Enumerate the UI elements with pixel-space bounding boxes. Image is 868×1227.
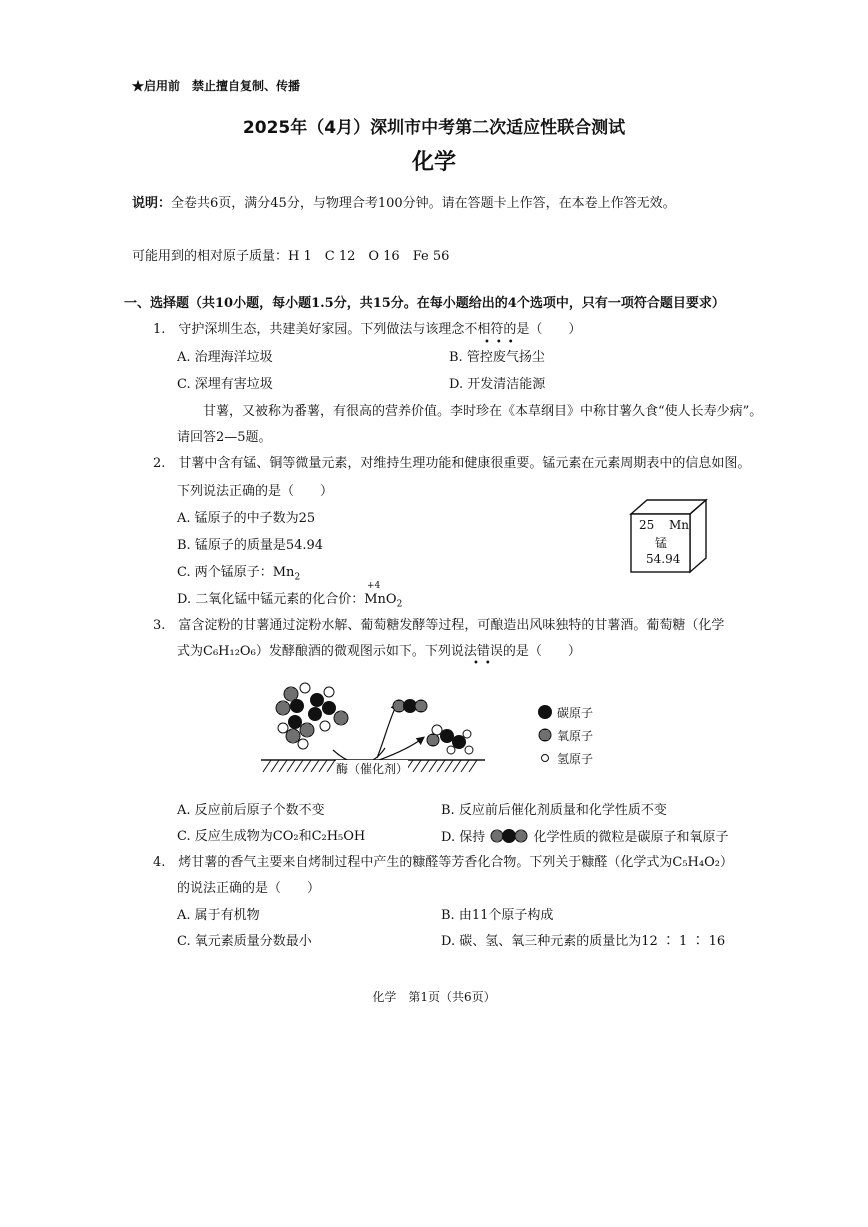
q2-option-d-formula: MnO — [364, 592, 397, 607]
co-molecule-icon — [489, 829, 529, 843]
catalyst-label: 酶（催化剂） — [336, 762, 409, 776]
valence-mark: +4 — [367, 581, 381, 591]
oxygen-atom-icon — [539, 729, 551, 741]
q2-option-a: A. 锰原子的中子数为25 — [177, 511, 316, 526]
q2-option-c — [177, 565, 300, 586]
legend-oxygen: 氧原子 — [557, 729, 594, 743]
atom-legend-icons — [536, 703, 556, 769]
q3-option-d-pre: D. 保持 — [441, 830, 486, 845]
element-mass: 54.94 — [646, 552, 681, 566]
q2-option-b: B. 锰原子的质量是54.94 — [177, 538, 324, 553]
instructions-label: 说明： — [132, 196, 172, 211]
question-2-stem-2: 下列说法正确的是（ ） — [177, 484, 334, 499]
q3-stem-post: ）发酵酿酒的微观图示如下。下列说法错误的是（ ） — [255, 644, 581, 659]
q1-option-c: C. 深埋有害垃圾 — [177, 377, 273, 392]
passage-line-1: 甘薯，又被称为番薯，有很高的营养价值。李时珍在《本草纲目》中称甘薯久食“使人长寿少病”。 — [203, 404, 763, 419]
hydrogen-atom-icon — [542, 755, 549, 762]
q4-option-d: D. 碳、氢、氧三种元素的质量比为12 ∶ 1 ∶ 16 — [441, 934, 726, 949]
arrow-to-co2 — [377, 704, 397, 758]
q2-option-d-sub: 2 — [396, 599, 403, 610]
q4-option-b: B. 由11个原子构成 — [441, 908, 554, 923]
element-cell-side — [690, 500, 706, 572]
arrow-to-ethanol — [379, 738, 423, 760]
q3-stem-pre: 式为 — [177, 644, 204, 659]
element-name: 锰 — [655, 536, 668, 550]
co2-molecule — [393, 699, 427, 713]
q1-option-d: D. 开发清洁能源 — [449, 377, 546, 392]
q1-option-b: B. 管控废气扬尘 — [449, 350, 545, 365]
glucose-formula: C₆H₁₂O₆ — [203, 644, 256, 659]
legend-hydrogen: 氢原子 — [557, 752, 594, 766]
question-2-stem: 2. 甘薯中含有锰、铜等微量元素，对维持生理功能和健康很重要。锰元素在元素周期表中的信息如图。 — [153, 456, 751, 471]
section-heading: 一、选择题（共10小题，每小题1.5分，共15分。在每小题给出的4个选项中，只有一项符合题目要求） — [124, 296, 725, 311]
passage-line-2: 请回答2—5题。 — [177, 430, 272, 445]
exam-title: 2025年（4月）深圳市中考第二次适应性联合测试 — [242, 118, 626, 138]
q3-option-b: B. 反应前后催化剂质量和化学性质不变 — [441, 803, 667, 818]
question-4-stem-2: 的说法正确的是（ ） — [177, 881, 321, 896]
legend-carbon: 碳原子 — [557, 706, 594, 720]
header-note: ★启用前 禁止擅自复制、传播 — [132, 79, 301, 93]
q4-option-c: C. 氧元素质量分数最小 — [177, 934, 312, 949]
subject-title: 化学 — [411, 150, 456, 175]
q4-option-a: A. 属于有机物 — [177, 908, 260, 923]
question-3-stem-2 — [177, 644, 581, 660]
element-cell-top — [631, 500, 706, 514]
q3-option-a: A. 反应前后原子个数不变 — [177, 803, 325, 818]
carbon-atom-icon — [538, 705, 552, 719]
q3-option-c: C. 反应生成物为CO₂和C₂H₅OH — [177, 829, 366, 844]
instructions — [132, 196, 676, 212]
q1-option-a: A. 治理海洋垃圾 — [177, 350, 273, 365]
q2-option-d — [177, 592, 402, 613]
q2-option-c-text: C. 两个锰原子：Mn — [177, 565, 295, 580]
page-footer: 化学 第1页（共6页） — [372, 990, 496, 1004]
atomic-masses: 可能用到的相对原子质量：H 1 C 12 O 16 Fe 56 — [132, 249, 450, 264]
instructions-text: 全卷共6页，满分45分，与物理合考100分钟。请在答题卡上作答，在本卷上作答无效。 — [171, 196, 676, 211]
emphasis-dots-2: •• — [473, 658, 497, 669]
q2-option-d-text: D. 二氧化锰中锰元素的化合价： — [177, 592, 365, 607]
emphasis-dots: ••• — [484, 337, 520, 348]
ethanol-molecule — [427, 725, 473, 754]
q3-option-d — [441, 829, 729, 846]
question-4-stem: 4. 烤甘薯的香气主要来自烤制过程中产生的糠醛等芳香化合物。下列关于糠醛（化学式为C₅H₄O₂） — [153, 855, 733, 870]
element-number: 25 — [639, 518, 655, 532]
q3-option-d-post: 化学性质的微粒是碳原子和氧原子 — [533, 830, 729, 845]
element-symbol: Mn — [669, 518, 690, 532]
question-1-stem: 1. 守护深圳生态，共建美好家园。下列做法与该理念不相符的是（ ） — [153, 322, 582, 337]
glucose-molecule — [276, 683, 348, 749]
q2-option-c-sub: 2 — [294, 572, 301, 583]
question-3-stem: 3. 富含淀粉的甘薯通过淀粉水解、葡萄糖发酵等过程，可酿造出风味独特的甘薯酒。葡萄糖（化学 — [153, 618, 725, 633]
